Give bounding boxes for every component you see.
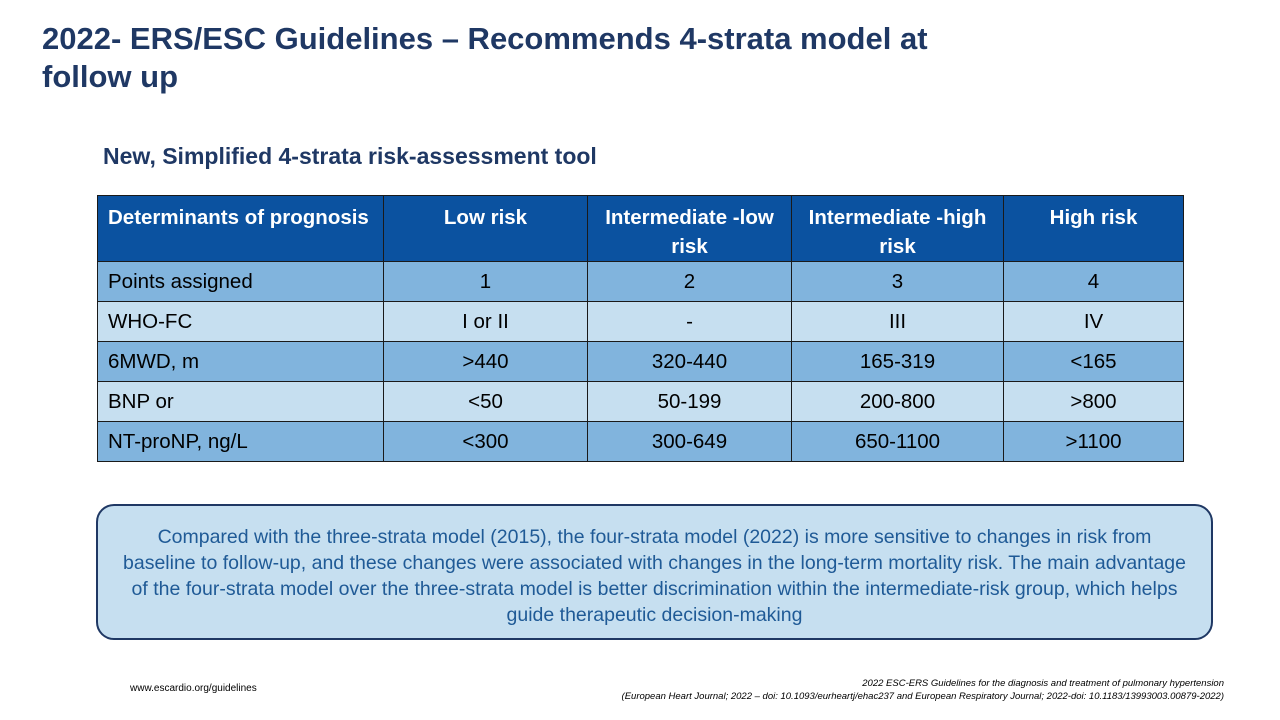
table-cell: >1100	[1004, 422, 1184, 462]
table-cell: -	[588, 302, 792, 342]
table-cell: III	[792, 302, 1004, 342]
header-high-risk: High risk	[1004, 196, 1184, 262]
table-cell: <50	[384, 382, 588, 422]
table-row	[98, 382, 1184, 422]
footer-citation	[622, 677, 1224, 703]
table-cell: 3	[792, 262, 1004, 302]
header-intermediate-high-risk: Intermediate -high risk	[792, 196, 1004, 262]
table-cell: 1	[384, 262, 588, 302]
row-label: Points assigned	[98, 262, 384, 302]
risk-assessment-table	[97, 195, 1184, 462]
table-cell: >800	[1004, 382, 1184, 422]
table-row	[98, 302, 1184, 342]
table-cell: I or II	[384, 302, 588, 342]
header-low-risk: Low risk	[384, 196, 588, 262]
row-label: 6MWD, m	[98, 342, 384, 382]
table-cell: IV	[1004, 302, 1184, 342]
summary-note-box	[96, 504, 1213, 640]
row-label: NT-proNP, ng/L	[98, 422, 384, 462]
table-cell: 300-649	[588, 422, 792, 462]
slide-title: 2022- ERS/ESC Guidelines – Recommends 4-strata model at follow up	[42, 21, 928, 94]
header-determinants: Determinants of prognosis	[98, 196, 384, 262]
table-cell: <165	[1004, 342, 1184, 382]
summary-note-text: Compared with the three-strata model (2015), the four-strata model (2022) is more sensitive to changes in risk from baseline to follow-up, and these changes were associated with changes in the long-term mortality risk. The main advantage of the four-strata model over the three-strata model is better discrimination within the intermediate-risk group, which helps guide therapeutic decision-making	[123, 526, 1186, 626]
row-label: BNP or	[98, 382, 384, 422]
table-row	[98, 342, 1184, 382]
table-row	[98, 422, 1184, 462]
table-cell: 650-1100	[792, 422, 1004, 462]
table-subtitle: New, Simplified 4-strata risk-assessment tool	[103, 143, 597, 169]
table-cell: 200-800	[792, 382, 1004, 422]
table-cell: <300	[384, 422, 588, 462]
citation-line-1: 2022 ESC-ERS Guidelines for the diagnosis and treatment of pulmonary hypertension	[862, 678, 1224, 689]
header-intermediate-low-risk: Intermediate -low risk	[588, 196, 792, 262]
table-cell: 50-199	[588, 382, 792, 422]
table-header-row	[98, 196, 1184, 262]
row-label: WHO-FC	[98, 302, 384, 342]
table-cell: 165-319	[792, 342, 1004, 382]
table-cell: 320-440	[588, 342, 792, 382]
table-cell: 4	[1004, 262, 1184, 302]
table-cell: 2	[588, 262, 792, 302]
footer-url: www.escardio.org/guidelines	[130, 683, 257, 694]
table-row	[98, 262, 1184, 302]
citation-line-2: (European Heart Journal; 2022 – doi: 10.1093/eurheartj/ehac237 and European Respiratory Journal; 2022-doi: 10.1183/13993003.00879-2022)	[621, 691, 1224, 702]
table-cell: >440	[384, 342, 588, 382]
